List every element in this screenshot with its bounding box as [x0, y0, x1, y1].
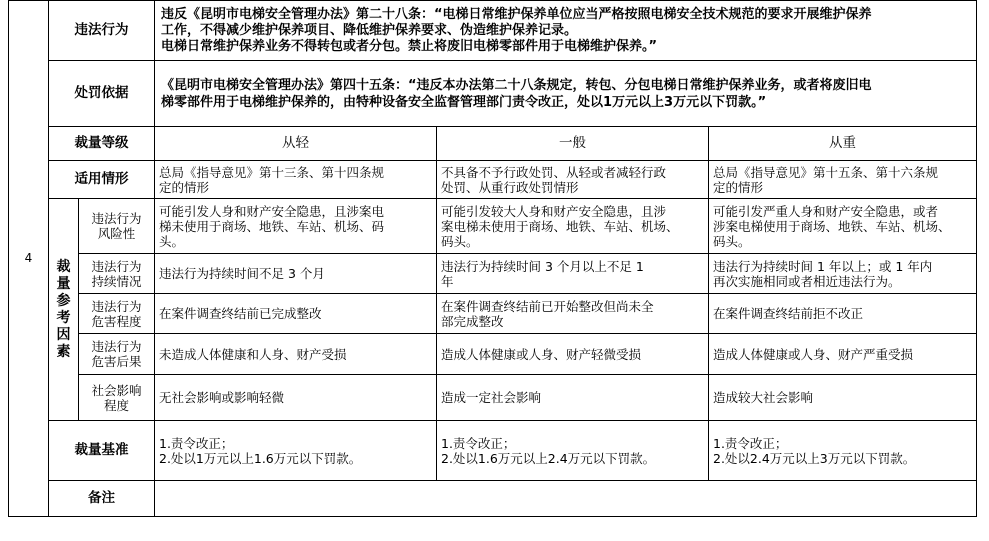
cell-line: 未造成人体健康和人身、财产受损	[159, 346, 347, 362]
vertical-char: 因	[56, 326, 71, 343]
cell-line: 码头。	[713, 233, 751, 249]
factor-row-duration	[9, 254, 977, 294]
levels-label: 裁量等级	[49, 127, 155, 161]
factor-normal	[437, 199, 709, 254]
cell-line: 定的情形	[713, 179, 764, 195]
benchmark-label: 裁量基准	[49, 421, 155, 481]
cell-line: 2.处以1万元以上1.6万元以下罚款。	[159, 450, 362, 466]
applicable-normal	[437, 161, 709, 199]
factor-light	[155, 294, 437, 334]
factor-normal	[437, 375, 709, 421]
factor-name	[79, 375, 155, 421]
factor-row-harm-degree	[9, 294, 977, 334]
cell-line: 涉案电梯使用于商场、地铁、车站、机场、	[713, 218, 951, 234]
factor-light	[155, 334, 437, 375]
penalty-basis-text-line: 《昆明市电梯安全管理办法》第四十五条：“违反本办法第二十八条规定，转包、分包电梯日常维护保养业务，或者将废旧电	[161, 77, 872, 93]
remarks-row	[9, 481, 977, 517]
cell-line: 造成人体健康或人身、财产严重受损	[713, 346, 914, 362]
applicable-light	[155, 161, 437, 199]
violation-text-line: 电梯日常维护保养业务不得转包或者分包。禁止将废旧电梯零部件用于电梯维护保养。”	[161, 38, 658, 54]
cell-line: 处罚、从重行政处罚情形	[441, 179, 579, 195]
factor-row-social-impact	[9, 375, 977, 421]
factor-row-risk	[9, 199, 977, 254]
cell-line: 程度	[103, 397, 129, 413]
factor-light	[155, 375, 437, 421]
factor-name	[79, 254, 155, 294]
cell-line: 1.责令改正；	[713, 435, 788, 451]
levels-row	[9, 127, 977, 161]
benchmark-light	[155, 421, 437, 481]
cell-line: 违法行为持续时间 3 个月以上不足 1	[441, 258, 644, 274]
violation-label: 违法行为	[49, 1, 155, 61]
level-heavy: 从重	[709, 127, 977, 161]
benchmark-row	[9, 421, 977, 481]
cell-line: 定的情形	[159, 179, 210, 195]
cell-line: 违法行为	[91, 298, 142, 314]
cell-line: 造成较大社会影响	[713, 390, 814, 405]
benchmark-heavy	[709, 421, 977, 481]
level-light: 从轻	[155, 127, 437, 161]
applicable-label: 适用情形	[49, 161, 155, 199]
cell-line: 危害程度	[91, 313, 142, 329]
cell-line: 不具备不予行政处罚、从轻或者减轻行政	[441, 164, 667, 180]
factor-row-harm-consequence	[9, 334, 977, 375]
factor-heavy	[709, 294, 977, 334]
factor-normal	[437, 254, 709, 294]
vertical-char: 参	[56, 292, 71, 309]
factor-heavy	[709, 375, 977, 421]
cell-line: 违法行为持续时间不足 3 个月	[159, 266, 325, 281]
row-number: 4	[9, 1, 49, 517]
cell-line: 总局《指导意见》第十五条、第十六条规	[713, 164, 939, 180]
factor-name	[79, 199, 155, 254]
cell-line: 可能引发较大人身和财产安全隐患，且涉	[441, 203, 667, 219]
discretion-standard-table	[8, 0, 977, 517]
penalty-basis-row	[9, 61, 977, 127]
cell-line: 再次实施相同或者相近违法行为。	[713, 273, 901, 289]
cell-line: 在案件调查终结前拒不改正	[713, 306, 864, 321]
penalty-basis-text	[155, 61, 977, 127]
factor-light	[155, 199, 437, 254]
cell-line: 头。	[159, 233, 185, 249]
cell-line: 持续情况	[91, 273, 142, 289]
cell-line: 可能引发人身和财产安全隐患，且涉案电	[159, 203, 385, 219]
cell-line: 危害后果	[91, 354, 142, 369]
cell-line: 码头。	[441, 233, 479, 249]
remarks-value	[155, 481, 977, 517]
cell-line: 部完成整改	[441, 313, 504, 329]
benchmark-normal	[437, 421, 709, 481]
cell-line: 2.处以2.4万元以上3万元以下罚款。	[713, 450, 916, 466]
factor-normal	[437, 294, 709, 334]
factor-name	[79, 294, 155, 334]
factor-normal	[437, 334, 709, 375]
violation-text-line: 违反《昆明市电梯安全管理办法》第二十八条：“电梯日常维护保养单位应当严格按照电梯安全技术规范的要求开展维护保养	[161, 6, 872, 22]
vertical-char: 素	[56, 343, 71, 360]
violation-text	[155, 1, 977, 61]
cell-line: 违法行为持续时间 1 年以上；或 1 年内	[713, 258, 933, 274]
cell-line: 在案件调查终结前已开始整改但尚未全	[441, 298, 654, 314]
cell-line: 违法行为	[91, 258, 142, 274]
penalty-basis-label: 处罚依据	[49, 61, 155, 127]
cell-line: 违法行为	[91, 339, 142, 354]
remarks-label: 备注	[49, 481, 155, 517]
cell-line: 年	[441, 273, 454, 289]
cell-line: 社会影响	[91, 382, 142, 398]
cell-line: 可能引发严重人身和财产安全隐患，或者	[713, 203, 939, 219]
cell-line: 案电梯未使用于商场、地铁、车站、机场、	[441, 218, 679, 234]
cell-line: 总局《指导意见》第十三条、第十四条规	[159, 164, 385, 180]
cell-line: 违法行为	[91, 211, 142, 226]
factor-name	[79, 334, 155, 375]
vertical-char: 量	[56, 275, 71, 292]
level-normal: 一般	[437, 127, 709, 161]
factor-light	[155, 254, 437, 294]
cell-line: 1.责令改正；	[441, 435, 516, 451]
vertical-char: 考	[56, 309, 71, 326]
cell-line: 2.处以1.6万元以上2.4万元以下罚款。	[441, 450, 656, 466]
factor-heavy	[709, 334, 977, 375]
violation-text-line: 工作，不得减少维护保养项目、降低维护保养要求、伪造维护保养记录。	[161, 22, 578, 38]
vertical-char: 裁	[56, 258, 71, 275]
cell-line: 无社会影响或影响轻微	[159, 390, 285, 405]
factor-heavy	[709, 254, 977, 294]
factor-heavy	[709, 199, 977, 254]
applicable-row	[9, 161, 977, 199]
penalty-basis-text-line: 梯零部件用于电梯维护保养的，由特种设备安全监督管理部门责令改正，处以1万元以上3万元以下罚款。”	[161, 94, 767, 110]
cell-line: 1.责令改正；	[159, 435, 234, 451]
cell-line: 梯未使用于商场、地铁、车站、机场、码	[159, 218, 385, 234]
cell-line: 在案件调查终结前已完成整改	[159, 306, 322, 321]
cell-line: 造成人体健康或人身、财产轻微受损	[441, 346, 642, 362]
factors-group-label	[49, 199, 79, 421]
applicable-heavy	[709, 161, 977, 199]
violation-row	[9, 1, 977, 61]
cell-line: 造成一定社会影响	[441, 390, 542, 405]
cell-line: 风险性	[97, 226, 136, 241]
